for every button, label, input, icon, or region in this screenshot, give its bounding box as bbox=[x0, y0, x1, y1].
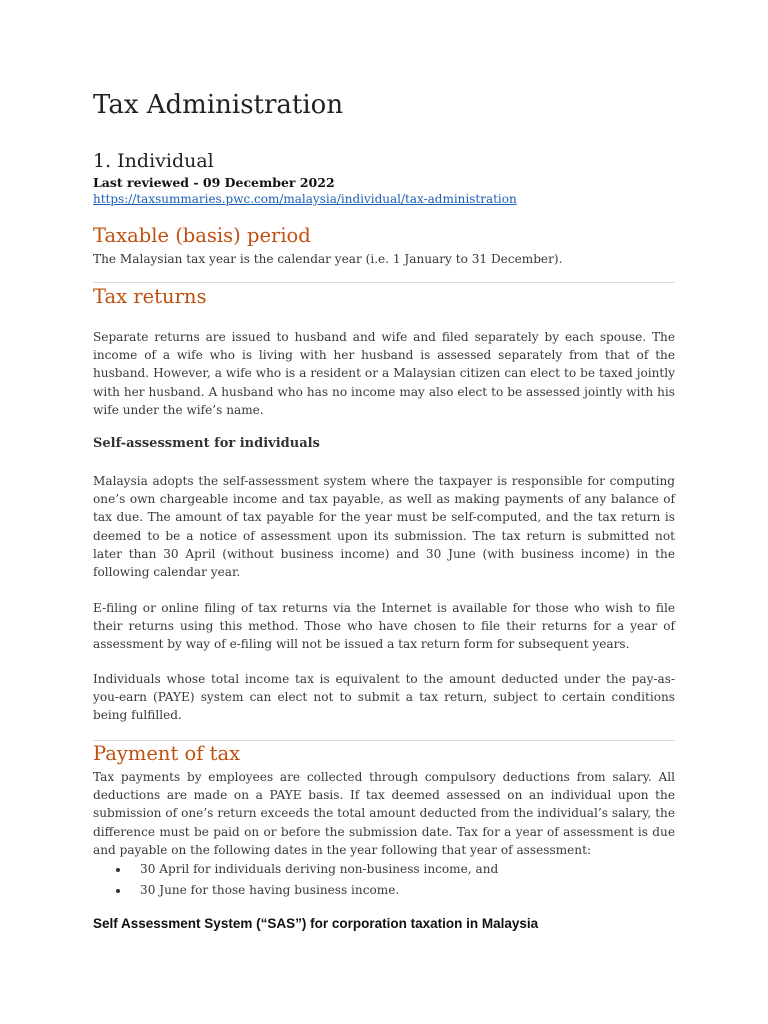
tax-returns-heading: Tax returns bbox=[93, 285, 207, 308]
payment-of-tax-paragraph: Tax payments by employees are collected through compulsory deductions from salary. All deductions are made on a PAYE basis. If tax deemed assessed on an individual upon the submission of one’s return exceeds the total amount deducted from the individual’s salary, the difference must be paid on or before the submission date. Tax for a year of assessment is due and payable on the following dates in the year following that year of assessment: bbox=[93, 770, 675, 857]
paye-paragraph: Individuals whose total income tax is equivalent to the amount deducted under the pay-as-you-earn (PAYE) system can elect not to submit a tax return, subject to certain conditions being fulfilled. bbox=[93, 672, 675, 723]
section-divider bbox=[93, 282, 675, 283]
list-item-text: 30 June for those having business income. bbox=[140, 883, 400, 897]
document-title: Tax Administration bbox=[93, 90, 344, 120]
section-divider bbox=[93, 740, 675, 741]
bullet-icon bbox=[116, 868, 120, 872]
section-title: 1. Individual bbox=[93, 150, 214, 172]
list-item-text: 30 April for individuals deriving non-business income, and bbox=[140, 862, 499, 876]
source-link[interactable]: https://taxsummaries.pwc.com/malaysia/individual/tax-administration bbox=[93, 192, 517, 206]
bullet-icon bbox=[116, 889, 120, 893]
sas-heading: Self Assessment System (“SAS”) for corporation taxation in Malaysia bbox=[93, 916, 539, 931]
last-reviewed-label: Last reviewed - 09 December 2022 bbox=[93, 175, 335, 190]
payment-dates-list bbox=[93, 860, 675, 902]
taxable-period-heading: Taxable (basis) period bbox=[93, 224, 311, 247]
tax-returns-paragraph: Separate returns are issued to husband and wife and filed separately by each spouse. The income of a wife who is living with her husband is assessed separately from that of the husband. However, a wife who is a resident or a Malaysian citizen can elect to be taxed jointly with her husband. A husband who has no income may also elect to be assessed jointly with his wife under the wife’s name. bbox=[93, 330, 675, 417]
taxable-period-text: The Malaysian tax year is the calendar year (i.e. 1 January to 31 December). bbox=[93, 252, 563, 266]
self-assessment-paragraph: Malaysia adopts the self-assessment system where the taxpayer is responsible for computing one’s own chargeable income and tax payable, as well as making payments of any balance of tax due. The amount of tax payable for the year must be self-computed, and the tax return is deemed to be a notice of assessment upon its submission. The tax return is submitted not later than 30 April (without business income) and 30 June (with business income) in the following calendar year. bbox=[93, 474, 675, 580]
list-item bbox=[93, 881, 675, 902]
list-item bbox=[93, 860, 675, 881]
self-assessment-subheading: Self-assessment for individuals bbox=[93, 436, 320, 451]
efiling-paragraph: E-filing or online filing of tax returns via the Internet is available for those who wish to file their returns using this method. Those who have chosen to file their returns for a year of assessment by way of e-filing will not be issued a tax return form for subsequent years. bbox=[93, 601, 675, 652]
payment-of-tax-heading: Payment of tax bbox=[93, 742, 241, 765]
